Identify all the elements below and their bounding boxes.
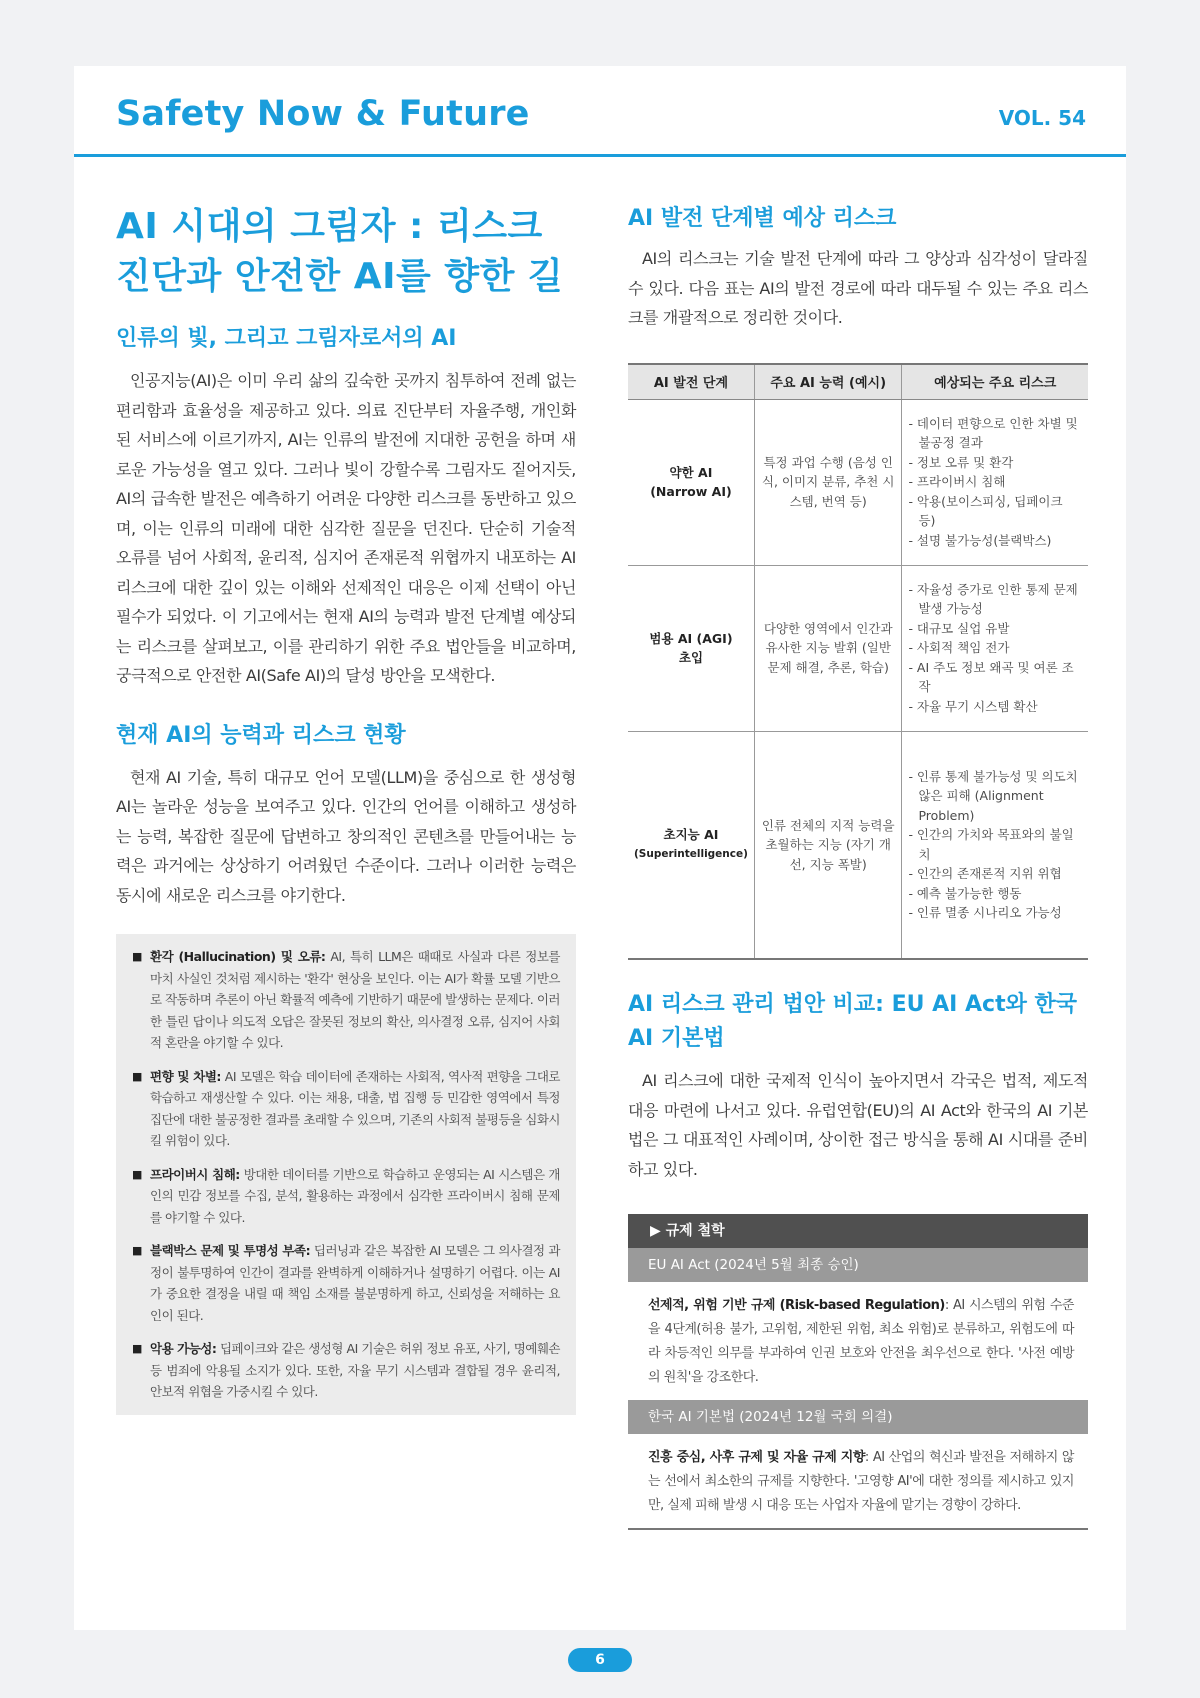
section4-body: AI 리스크에 대한 국제적 인식이 높아지면서 각국은 법적, 제도적 대응 마련에 나서고 있다. 유럽연합(EU)의 AI Act와 한국의 AI 기본법은 그 대표적인 사례이며, 상이한 접근 방식을 통해 AI 시대를 준비하고 있다. (628, 1071, 1088, 1179)
section2-heading: 현재 AI의 능력과 리스크 현황 (116, 722, 406, 748)
risk-stage-table (628, 363, 1088, 961)
article-title (116, 202, 576, 302)
risk-term: 블랙박스 문제 및 투명성 부족: (150, 1243, 311, 1258)
table-cell-capability: 다양한 영역에서 인간과 유사한 지능 발휘 (일반 문제 해결, 추론, 학습) (754, 565, 902, 731)
eu-description: : AI 시스템의 위험 수준을 4단계(허용 불가, 고위험, 제한된 위험, 최소 위험)로 분류하고, 위험도에 따라 차등적인 의무를 부과하여 인권 보호와 안전을 최우선으로 한다. '사전 예방의 원칙'을 강조한다. (648, 1298, 1074, 1385)
risk-line: - 데이터 편향으로 인한 차별 및 불공정 결과 (908, 415, 1078, 451)
stage-name-en: 초입 (678, 650, 704, 665)
left-column (116, 202, 576, 1415)
bullet-square: ■ (132, 1167, 142, 1181)
risk-term: 편향 및 차별: (150, 1068, 221, 1084)
eu-ai-act-label: EU AI Act (2024년 5월 최종 승인) (628, 1248, 1088, 1282)
risk-line: - 대규모 실업 유발 (908, 620, 1010, 636)
table-header: 주요 AI 능력 (예시) (754, 364, 902, 400)
section4-heading-line2: AI 기본법 (628, 1026, 725, 1051)
section1-heading: 인류의 빛, 그리고 그림자로서의 AI (116, 326, 457, 351)
risk-line: - AI 주도 정보 왜곡 및 여론 조작 (908, 659, 1074, 695)
section2-body: 현재 AI 기술, 특히 대규모 언어 모델(LLM)을 중심으로 한 생성형 AI는 놀라운 성능을 보여주고 있다. 인간의 언어를 이해하고 생성하는 능력, 복잡한 질문에 답변하고 창의적인 콘텐츠를 만들어내는 능력은 과거에는 상상하기 어려웠던 수준이다. 그러나 이러한 능력은 동시에 새로운 리스크를 야기한다. (116, 767, 576, 905)
eu-term: 선제적, 위험 기반 규제 (Risk-based Regulation) (648, 1298, 945, 1313)
table-cell-risks (902, 731, 1088, 959)
article-title-line2: 진단과 안전한 AI를 향한 길 (116, 256, 564, 297)
risk-list-box (116, 934, 576, 1415)
risk-term: 환각 (Hallucination) 및 오류: (150, 949, 326, 964)
risk-line: - 설명 불가능성(블랙박스) (908, 532, 1052, 548)
risk-line: - 인류 멸종 시나리오 가능성 (908, 905, 1062, 921)
volume-number: VOL. 54 (998, 106, 1086, 130)
bullet-square: ■ (132, 1069, 142, 1083)
bullet-square: ■ (132, 1342, 142, 1355)
risk-text: 방대한 데이터를 기반으로 학습하고 운영되는 AI 시스템은 개인의 민감 정보를 수집, 분석, 활용하는 과정에서 심각한 프라이버시 침해 문제를 야기할 수 있다. (150, 1166, 560, 1225)
korea-term: 진흥 중심, 사후 규제 및 자율 규제 지향 (648, 1450, 865, 1465)
risk-line: - 정보 오류 및 환각 (908, 454, 1014, 470)
bullet-square: ■ (132, 1244, 142, 1257)
table-cell-capability: 인류 전체의 지적 능력을 초월하는 지능 (자기 개선, 지능 폭발) (754, 731, 902, 959)
article-title-line1: AI 시대의 그림자 : 리스크 (116, 206, 543, 247)
header (74, 66, 1126, 157)
risk-line: - 사회적 책임 전가 (908, 640, 1010, 656)
section3-heading: AI 발전 단계별 예상 리스크 (628, 206, 897, 231)
risk-line: - 인간의 존재론적 지위 위협 (908, 866, 1062, 882)
korea-description: : AI 산업의 혁신과 발전을 저해하지 않는 선에서 최소한의 규제를 지향한다. '고영향 AI'에 대한 정의를 제시하고 있지만, 실제 피해 발생 시 대응 또는 사업자 자율에 맡기는 경향이 강하다. (648, 1450, 1074, 1513)
risk-term: 프라이버시 침해: (150, 1166, 240, 1182)
page-number: 6 (568, 1648, 632, 1672)
risk-item-hallucination (132, 946, 560, 1054)
risk-item-privacy (132, 1164, 560, 1229)
risk-text: 딥러닝과 같은 복잡한 AI 모델은 그 의사결정 과정이 불투명하여 인간이 결과를 완벽하게 이해하거나 설명하기 어렵다. 이는 AI가 중요한 결정을 내릴 때 책임 소재를 불분명하게 하고, 신뢰성을 저해하는 요인이 된다. (150, 1243, 560, 1323)
risk-line: - 인류 통제 불가능성 및 의도치 않은 피해 (Alignment Problem) (908, 768, 1078, 823)
table-cell-risks (902, 399, 1088, 565)
section4-heading (628, 988, 1088, 1056)
stage-name: 초지능 AI (663, 827, 719, 843)
table-header: AI 발전 단계 (628, 364, 754, 400)
risk-line: - 자율 무기 시스템 확산 (908, 698, 1038, 714)
section3-body: AI의 리스크는 기술 발전 단계에 따라 그 양상과 심각성이 달라질 수 있다. 다음 표는 AI의 발전 경로에 따라 대두될 수 있는 주요 리스크를 개괄적으로 정리한 것이다. (628, 249, 1088, 327)
table-header-row (628, 364, 1088, 400)
risk-line: - 인간의 가치와 목표와의 불일치 (908, 827, 1074, 862)
risk-item-blackbox (132, 1240, 560, 1326)
section1-body: 인공지능(AI)은 이미 우리 삶의 깊숙한 곳까지 침투하여 전례 없는 편리함과 효율성을 제공하고 있다. 의료 진단부터 자율주행, 개인화된 서비스에 이르기까지, AI는 인류의 발전에 지대한 공헌을 하며 새로운 가능성을 열고 있다. 그러나 빛이 강할수록 그림자도 짙어지듯, AI의 급속한 발전은 예측하기 어려운 다양한 리스크를 동반하고 있으며, 이는 인류의 미래에 대한 심각한 질문을 던진다. 단순히 기술적 오류를 넘어 사회적, 윤리적, 심지어 존재론적 위협까지 내포하는 AI 리스크에 대한 깊이 있는 이해와 선제적인 대응은 이제 선택이 아닌 필수가 되었다. 이 기고에서는 현재 AI의 능력과 발전 단계별 예상되는 리스크를 살펴보고, 이를 관리하기 위한 주요 법안들을 비교하며, 궁극적으로 안전한 AI(Safe AI)의 달성 방안을 모색한다. (116, 371, 576, 685)
section4-heading-line1: AI 리스크 관리 법안 비교: EU AI Act와 한국 (628, 992, 1077, 1017)
page (74, 66, 1126, 1630)
risk-item-misuse (132, 1338, 560, 1403)
risk-line: - 악용(보이스피싱, 딥페이크 등) (908, 493, 1063, 529)
table-cell-risks (902, 565, 1088, 731)
korea-ai-act-text (628, 1434, 1088, 1530)
risk-text: AI, 특히 LLM은 때때로 사실과 다른 정보를 마치 사실인 것처럼 제시하는 '환각' 현상을 보인다. 이는 AI가 확률 모델 기반으로 작동하며 추론이 아닌 확률적 예측에 기반하기 때문에 발생하는 문제다. 이러한 틀린 답이나 의도적 오답은 잘못된 정보의 확산, 의사결정 오류, 심지어 사회적 혼란을 야기할 수 있다. (150, 949, 560, 1050)
stage-name-en: (Superintelligence) (634, 847, 748, 860)
risk-text: AI 모델은 학습 데이터에 존재하는 사회적, 역사적 편향을 그대로 학습하고 재생산할 수 있다. 이는 채용, 대출, 법 집행 등 민감한 영역에서 특정 집단에 대한 불공정한 결과를 초래할 수 있으며, 기존의 사회적 불평등을 심화시킬 위험이 있다. (150, 1068, 561, 1148)
right-column (628, 202, 1088, 1530)
table-cell-capability: 특정 과업 수행 (음성 인식, 이미지 분류, 추천 시스템, 번역 등) (754, 399, 902, 565)
table-row (628, 565, 1088, 731)
regulation-comparison-box (628, 1214, 1088, 1530)
stage-name-en: (Narrow AI) (650, 484, 732, 499)
eu-ai-act-text (628, 1282, 1088, 1400)
korea-ai-act-label: 한국 AI 기본법 (2024년 12월 국회 의결) (628, 1400, 1088, 1434)
stage-name: 범용 AI (AGI) (649, 630, 733, 646)
bullet-square: ■ (132, 950, 142, 963)
stage-name: 약한 AI (669, 464, 713, 480)
table-header: 예상되는 주요 리스크 (902, 364, 1088, 400)
risk-term: 악용 가능성: (150, 1341, 217, 1356)
table-cell-stage (628, 399, 754, 565)
risk-line: - 자율성 증가로 인한 통제 문제 발생 가능성 (908, 581, 1078, 617)
table-row (628, 399, 1088, 565)
table-cell-stage (628, 731, 754, 959)
regulation-philosophy-bar: ▶ 규제 철학 (628, 1214, 1088, 1248)
risk-item-bias (132, 1066, 560, 1152)
risk-text: 딥페이크와 같은 생성형 AI 기술은 허위 정보 유포, 사기, 명예훼손 등 범죄에 악용될 소지가 있다. 또한, 자율 무기 시스템과 결합될 경우 윤리적, 안보적 위협을 가중시킬 수 있다. (150, 1341, 560, 1399)
risk-line: - 예측 불가능한 행동 (908, 885, 1022, 901)
magazine-title: Safety Now & Future (116, 94, 530, 134)
risk-line: - 프라이버시 침해 (908, 474, 1006, 490)
table-row (628, 731, 1088, 959)
table-cell-stage (628, 565, 754, 731)
